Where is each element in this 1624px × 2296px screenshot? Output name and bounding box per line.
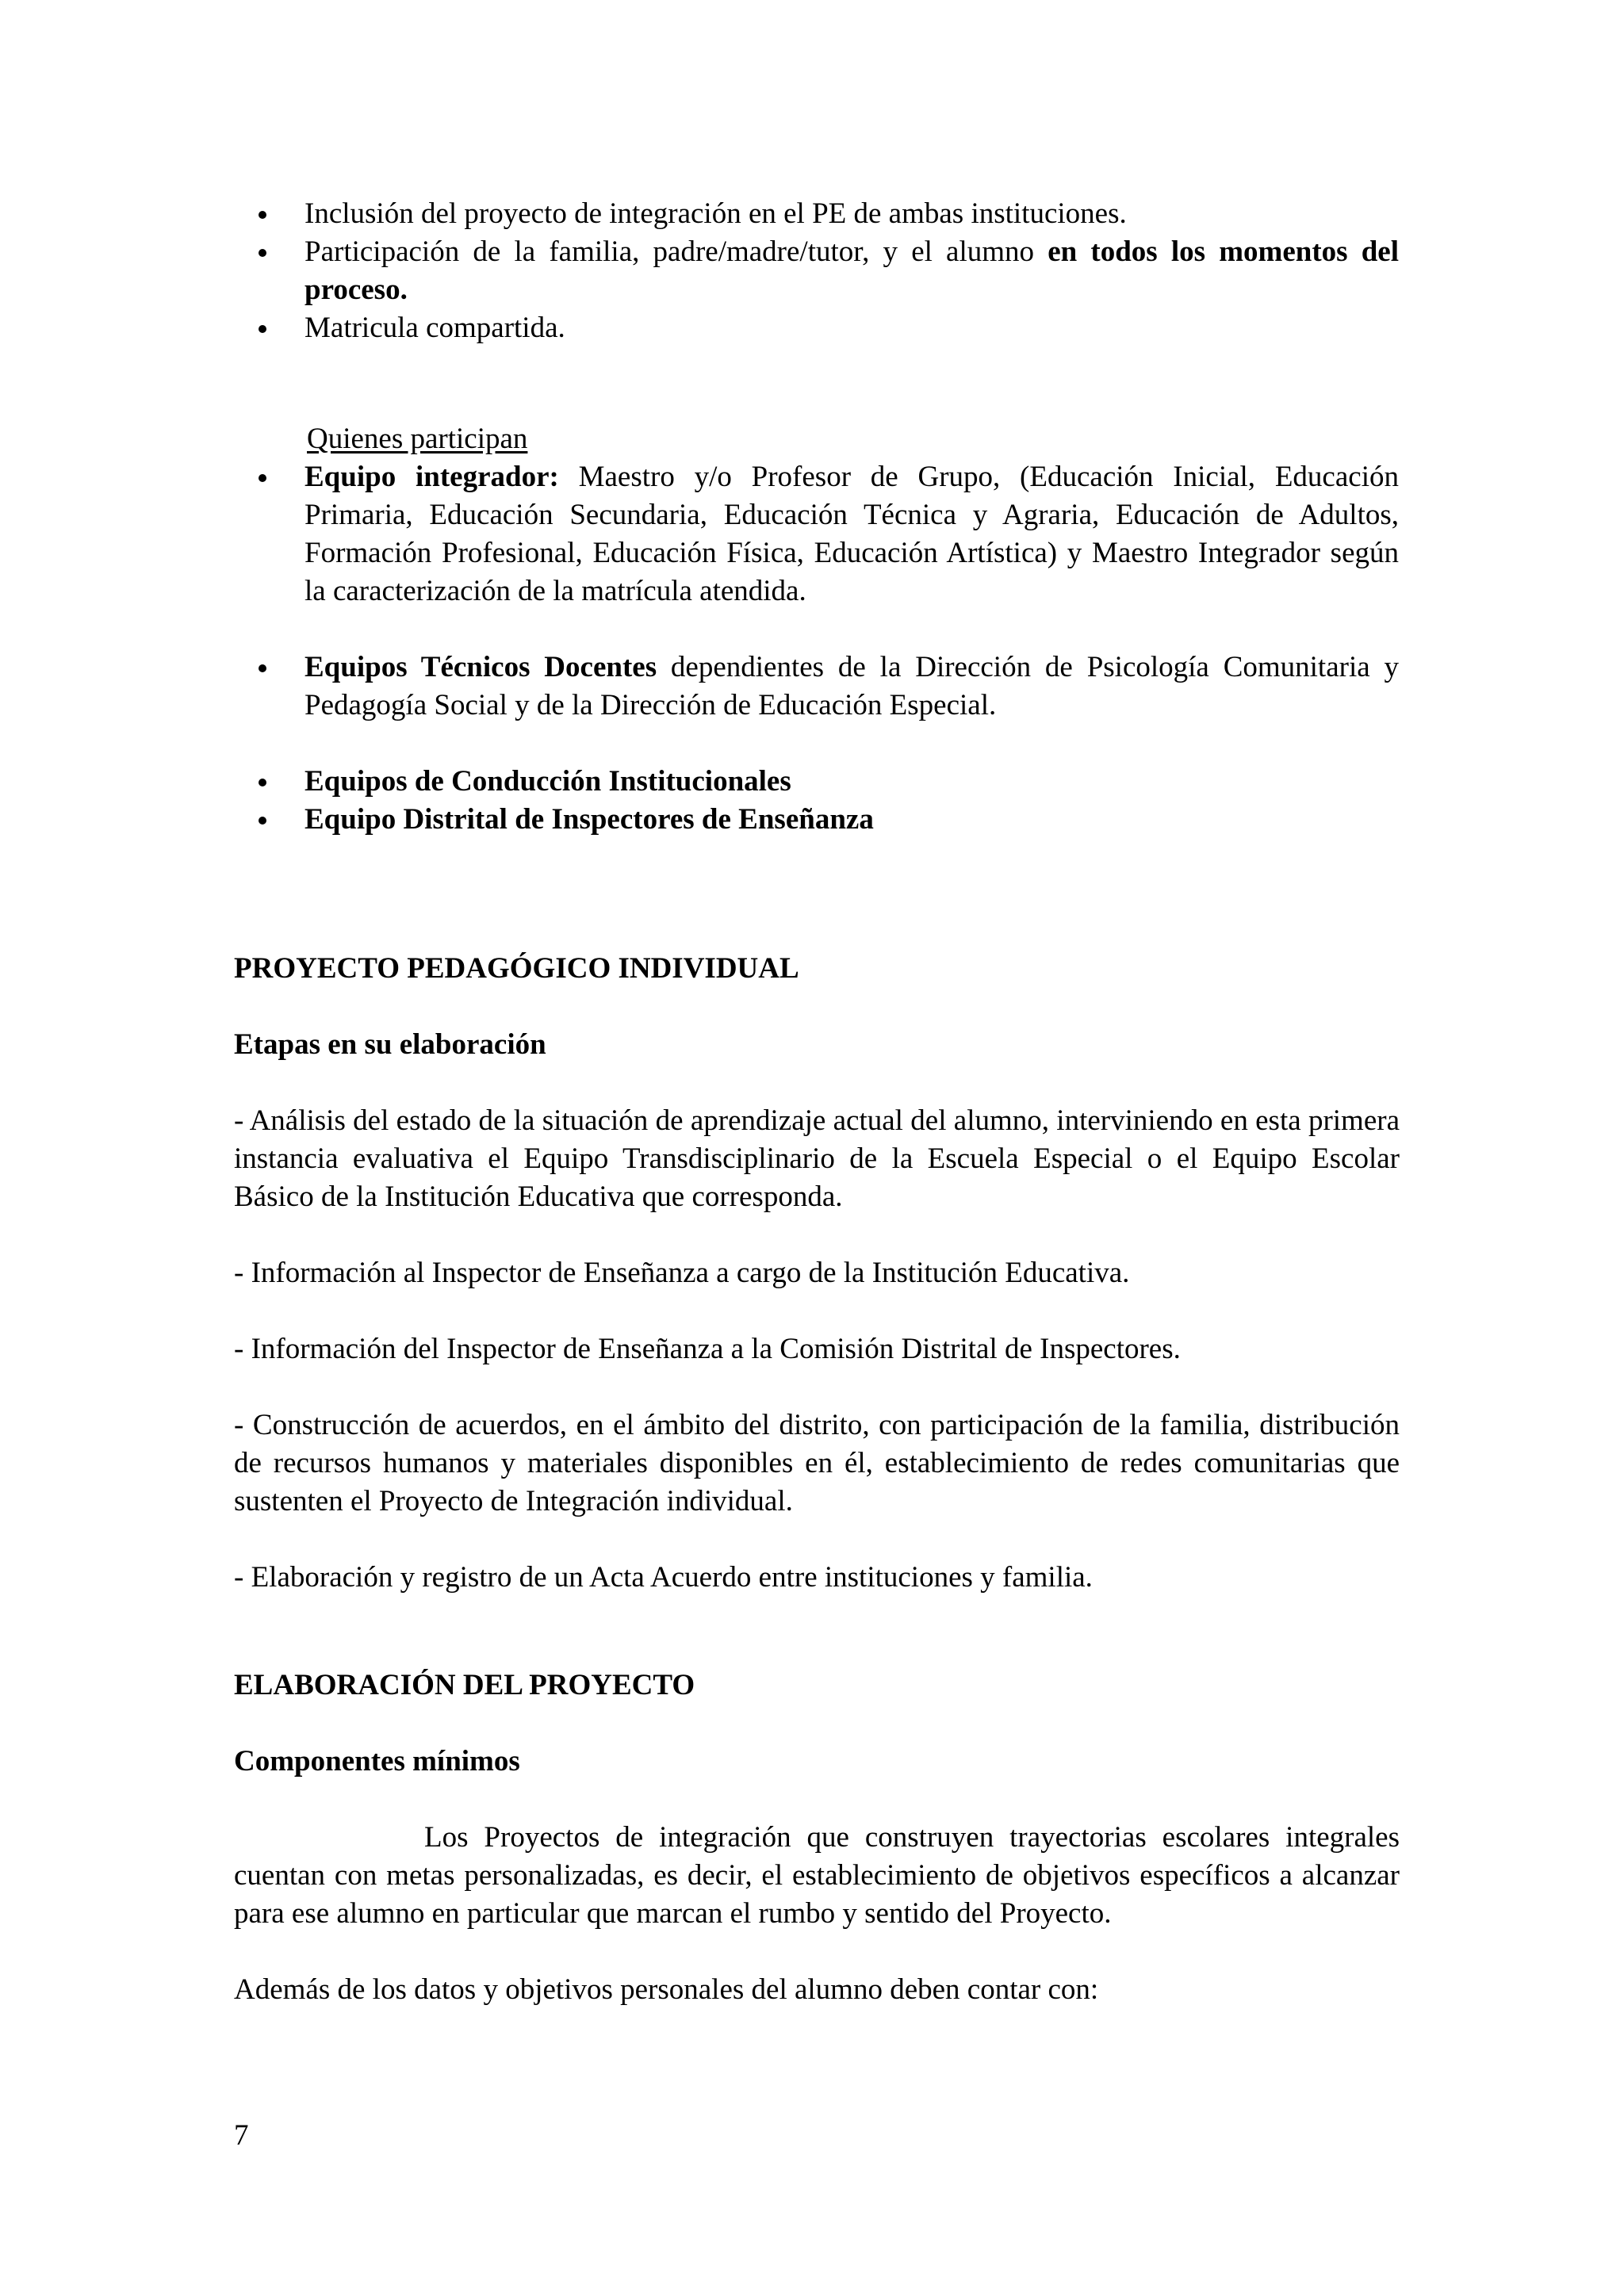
body-paragraph: Los Proyectos de integración que construyen trayectorias escolares integrales cuentan con metas personalizadas, es decir, el establecimiento de objetivos específicos a alcanzar para ese alumno en particular que marcan el rumbo y sentido del Proyecto. [234,1821,1400,1930]
stage-paragraph: - Construcción de acuerdos, en el ámbito del distrito, con participación de la familia, distribución de recursos humanos y materiales disponibles en él, establecimiento de redes comunitarias que sustenten el Proyecto de Integración individual. [234,1409,1400,1517]
top-bullet-list [304,195,1399,347]
stage-paragraph: - Elaboración y registro de un Acta Acuerdo entre instituciones y familia. [234,1561,1093,1594]
participant-name: Equipos Técnicos Docentes [304,651,657,683]
list-item [304,233,1399,309]
section-title: ELABORACIÓN DEL PROYECTO [234,1669,695,1701]
stage-paragraph: - Información del Inspector de Enseñanza a la Comisión Distrital de Inspectores. [234,1333,1181,1365]
page-number: 7 [234,2119,249,2152]
participant-name: Equipo Distrital de Inspectores de Enseñanza [304,803,874,836]
list-item [304,195,1399,233]
stage-paragraph: - Información al Inspector de Enseñanza a cargo de la Institución Educativa. [234,1257,1130,1289]
participant-item [304,801,1399,839]
list-item-emphasis: en todos los momentos del proceso. [304,235,1400,306]
participants-title: Quienes participan [307,423,528,455]
section-subtitle: Componentes mínimos [234,1745,520,1777]
list-item [304,309,1399,347]
list-item-text: Matricula compartida. [304,312,565,344]
participant-name: Equipo integrador: [304,461,559,493]
participants-list [304,458,1399,839]
section-subtitle: Etapas en su elaboración [234,1028,546,1061]
list-item-text: Participación de la familia, padre/madre/tutor, y el alumno [304,235,1048,268]
participant-item [304,649,1399,725]
participant-description: dependientes de la Dirección de Psicología Comunitaria y Pedagogía Social y de la Dirección de Educación Especial. [304,651,1399,721]
stage-paragraph: - Análisis del estado de la situación de aprendizaje actual del alumno, interviniendo en esta primera instancia evaluativa el Equipo Transdisciplinario de la Escuela Especial o el Equipo Escolar Básico de la Institución Educativa que corresponda. [234,1104,1400,1213]
participant-item [304,763,1399,801]
participant-name: Equipos de Conducción Institucionales [304,765,791,798]
list-item-text: Inclusión del proyecto de integración en el PE de ambas instituciones. [304,197,1127,230]
section-title: PROYECTO PEDAGÓGICO INDIVIDUAL [234,952,799,985]
participant-item [304,458,1399,610]
participant-description: Maestro y/o Profesor de Grupo, (Educación Inicial, Educación Primaria, Educación Secundaria, Educación Técnica y Agraria, Educación de Adultos, Formación Profesional, Educación Física, Educación Artística) y Maestro Integrador según la caracterización de la matrícula atendida. [304,461,1399,607]
closing-paragraph: Además de los datos y objetivos personales del alumno deben contar con: [234,1973,1099,2006]
